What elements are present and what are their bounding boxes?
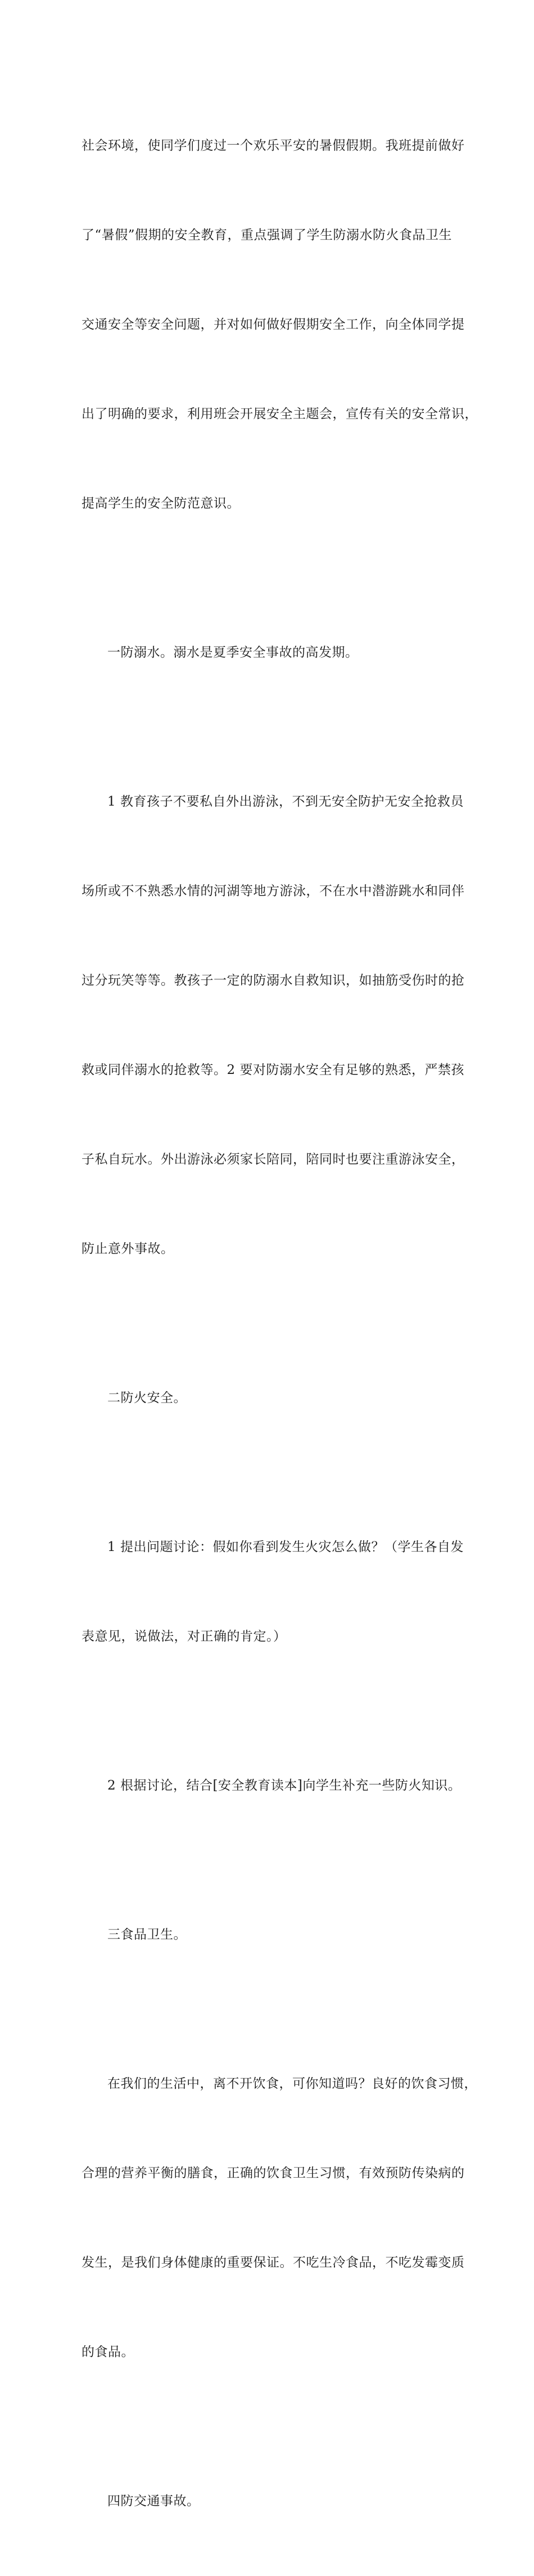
text-line: 出了明确的要求，利用班会开展安全主题会，宣传有关的安全常识， bbox=[82, 407, 478, 421]
text-line: 提高学生的安全防范意识。 bbox=[82, 496, 240, 511]
text-line: 二防火安全。 bbox=[107, 1391, 187, 1405]
paragraph-fire-discussion bbox=[82, 1473, 464, 1711]
text-line: 了“暑假”假期的安全教育，重点强调了学生防溺水防火食品卫生 bbox=[82, 228, 452, 242]
paragraph-fire-knowledge bbox=[82, 1711, 464, 1860]
text-line: 场所或不不熟悉水情的河湖等地方游泳，不在水中潜游跳水和同伴 bbox=[82, 884, 465, 898]
text-line: 1 提出问题讨论：假如你看到发生火灾怎么做？（学生各自发 bbox=[107, 1540, 464, 1554]
paragraph-food-details bbox=[82, 2009, 477, 2427]
section-heading-traffic bbox=[82, 2427, 464, 2576]
text-line: 社会环境，使同学们度过一个欢乐平安的暑假假期。我班提前做好 bbox=[82, 138, 465, 153]
text-line: 子私自玩水。外出游泳必须家长陪同，陪同时也要注重游泳安全， bbox=[82, 1152, 465, 1167]
text-line: 防止意外事故。 bbox=[82, 1242, 174, 1256]
text-line: 交通安全等安全问题，并对如何做好假期安全工作，向全体同学提 bbox=[82, 317, 465, 332]
text-line: 的食品。 bbox=[82, 2345, 134, 2359]
document-body bbox=[82, 71, 478, 2576]
text-line: 四防交通事故。 bbox=[107, 2494, 200, 2508]
text-line: 合理的营养平衡的膳食，正确的饮食卫生习惯，有效预防传染病的 bbox=[82, 2166, 465, 2181]
section-heading-drowning bbox=[82, 578, 464, 727]
section-heading-fire bbox=[82, 1324, 464, 1473]
text-line: 救或同伴溺水的抢救等。2 要对防溺水安全有足够的熟悉，严禁孩 bbox=[82, 1063, 464, 1077]
text-line: 过分玩笑等等。教孩子一定的防溺水自救知识，如抽筋受伤时的抢 bbox=[82, 973, 465, 988]
text-line: 在我们的生活中，离不开饮食，可你知道吗？良好的饮食习惯， bbox=[107, 2076, 477, 2091]
text-line: 表意见，说做法，对正确的肯定。） bbox=[82, 1629, 287, 1644]
text-line: 2 根据讨论，结合[安全教育读本]向学生补充一些防火知识。 bbox=[107, 1778, 461, 1793]
text-line: 一防溺水。溺水是夏季安全事故的高发期。 bbox=[107, 645, 359, 660]
section-heading-food bbox=[82, 1860, 464, 2009]
text-line: 发生，是我们身体健康的重要保证。不吃生冷食品，不吃发霉变质 bbox=[82, 2255, 465, 2270]
paragraph-drowning-details bbox=[82, 727, 464, 1324]
paragraph-intro bbox=[82, 71, 478, 578]
text-line: 1 教育孩子不要私自外出游泳，不到无安全防护无安全抢救员 bbox=[107, 794, 464, 809]
text-line: 三食品卫生。 bbox=[107, 1927, 187, 1942]
